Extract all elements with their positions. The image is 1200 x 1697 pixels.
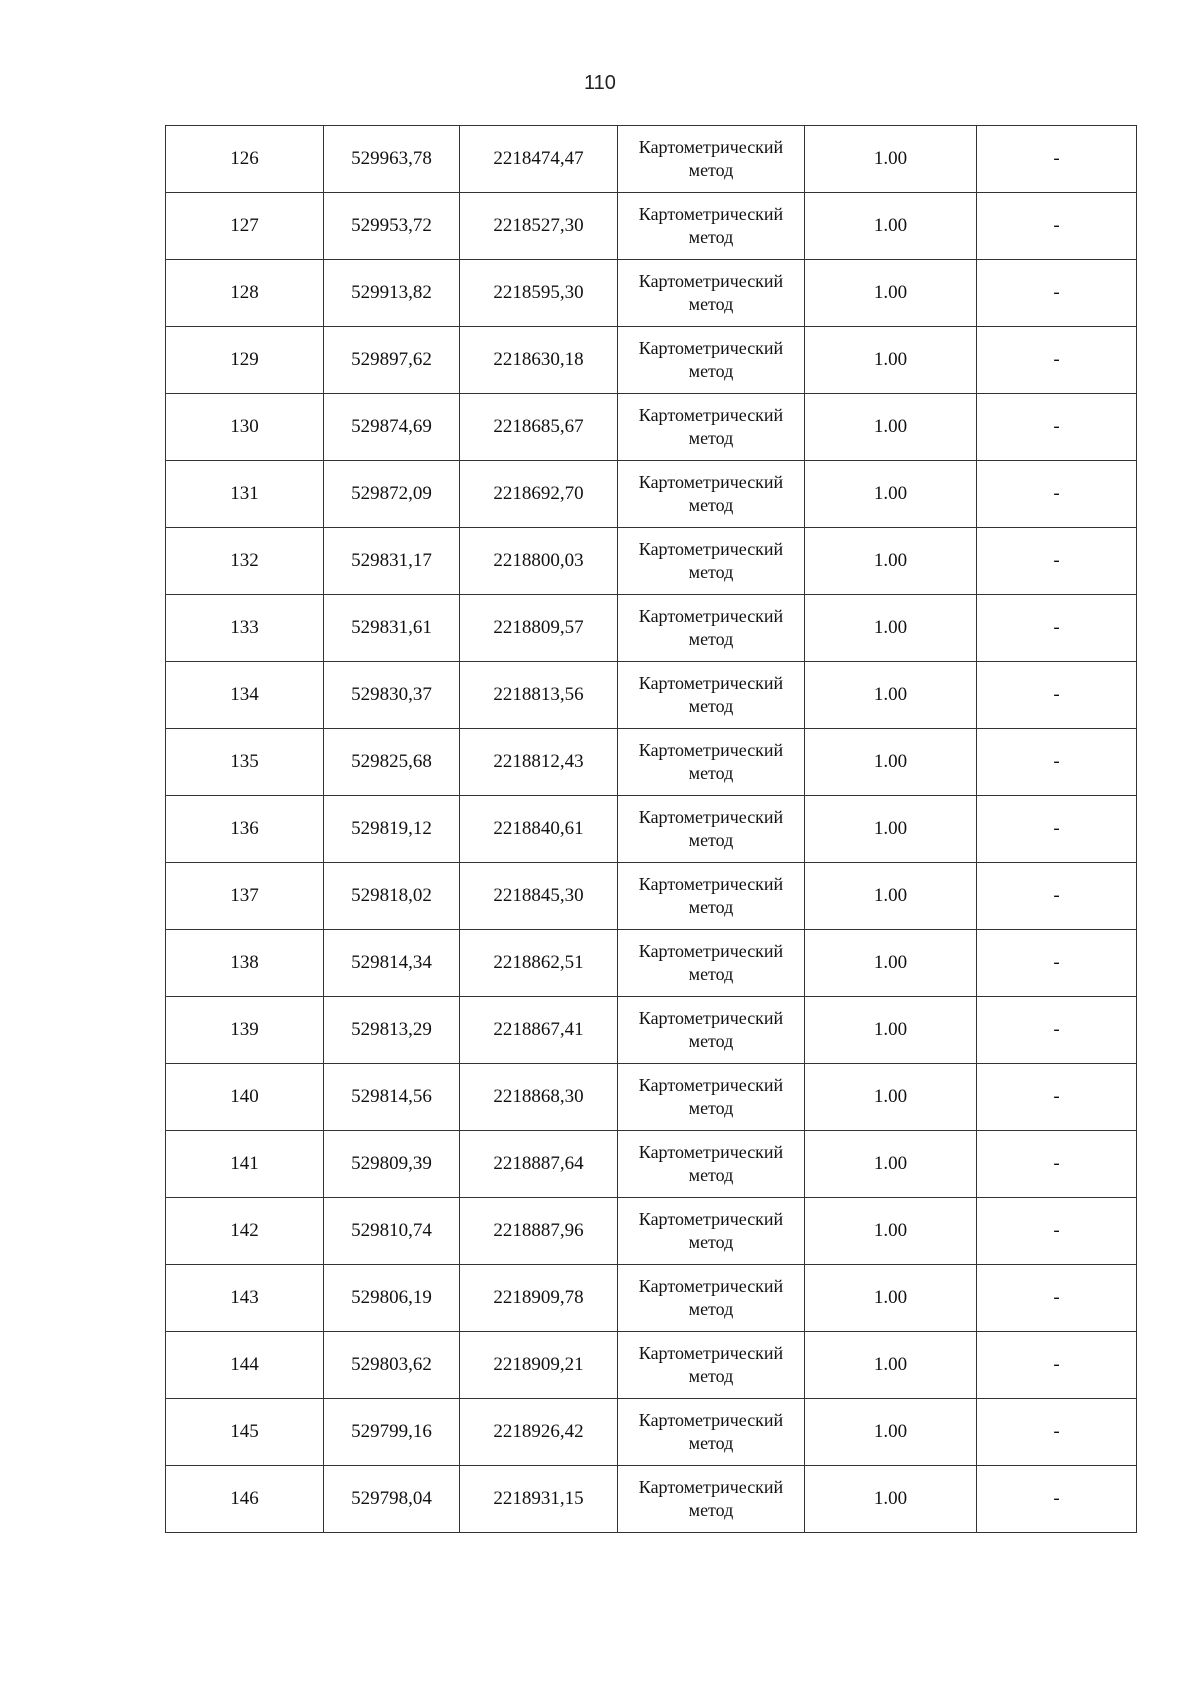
x-coordinate-cell: 529831,17	[324, 528, 460, 595]
note-cell: -	[977, 1198, 1137, 1265]
y-coordinate-cell: 2218595,30	[460, 260, 618, 327]
table-row	[166, 260, 1137, 327]
method-line-2: метод	[688, 1366, 734, 1386]
accuracy-cell: 1.00	[805, 528, 977, 595]
y-coordinate-cell: 2218840,61	[460, 796, 618, 863]
point-number-cell: 135	[166, 729, 324, 796]
coordinates-table	[165, 125, 1137, 1533]
x-coordinate-cell: 529813,29	[324, 997, 460, 1064]
x-coordinate-cell: 529897,62	[324, 327, 460, 394]
method-line-2: метод	[688, 361, 734, 381]
method-line-1: Картометрический	[638, 137, 784, 157]
table-row	[166, 729, 1137, 796]
note-cell: -	[977, 461, 1137, 528]
method-line-2: метод	[688, 1500, 734, 1520]
method-cell	[618, 997, 805, 1064]
y-coordinate-cell: 2218527,30	[460, 193, 618, 260]
method-cell	[618, 394, 805, 461]
method-line-1: Картометрический	[638, 472, 784, 492]
note-cell: -	[977, 327, 1137, 394]
x-coordinate-cell: 529874,69	[324, 394, 460, 461]
note-cell: -	[977, 260, 1137, 327]
point-number-cell: 139	[166, 997, 324, 1064]
x-coordinate-cell: 529806,19	[324, 1265, 460, 1332]
x-coordinate-cell: 529830,37	[324, 662, 460, 729]
note-cell: -	[977, 1399, 1137, 1466]
method-cell	[618, 461, 805, 528]
y-coordinate-cell: 2218685,67	[460, 394, 618, 461]
x-coordinate-cell: 529799,16	[324, 1399, 460, 1466]
y-coordinate-cell: 2218800,03	[460, 528, 618, 595]
table-row	[166, 1332, 1137, 1399]
point-number-cell: 143	[166, 1265, 324, 1332]
method-line-2: метод	[688, 964, 734, 984]
x-coordinate-cell: 529963,78	[324, 126, 460, 193]
x-coordinate-cell: 529825,68	[324, 729, 460, 796]
point-number-cell: 137	[166, 863, 324, 930]
point-number-cell: 130	[166, 394, 324, 461]
table-row	[166, 1265, 1137, 1332]
accuracy-cell: 1.00	[805, 1466, 977, 1533]
table-row	[166, 930, 1137, 997]
y-coordinate-cell: 2218868,30	[460, 1064, 618, 1131]
point-number-cell: 129	[166, 327, 324, 394]
note-cell: -	[977, 1064, 1137, 1131]
method-line-2: метод	[688, 629, 734, 649]
method-line-1: Картометрический	[638, 1410, 784, 1430]
x-coordinate-cell: 529810,74	[324, 1198, 460, 1265]
method-line-1: Картометрический	[638, 606, 784, 626]
x-coordinate-cell: 529814,34	[324, 930, 460, 997]
method-line-2: метод	[688, 495, 734, 515]
x-coordinate-cell: 529913,82	[324, 260, 460, 327]
accuracy-cell: 1.00	[805, 1131, 977, 1198]
method-line-2: метод	[688, 160, 734, 180]
method-line-1: Картометрический	[638, 874, 784, 894]
table-row	[166, 193, 1137, 260]
note-cell: -	[977, 126, 1137, 193]
note-cell: -	[977, 930, 1137, 997]
y-coordinate-cell: 2218630,18	[460, 327, 618, 394]
table-row	[166, 1131, 1137, 1198]
method-line-1: Картометрический	[638, 1142, 784, 1162]
table-row	[166, 796, 1137, 863]
method-line-2: метод	[688, 1165, 734, 1185]
accuracy-cell: 1.00	[805, 260, 977, 327]
point-number-cell: 142	[166, 1198, 324, 1265]
method-line-1: Картометрический	[638, 1209, 784, 1229]
accuracy-cell: 1.00	[805, 1265, 977, 1332]
table-row	[166, 595, 1137, 662]
y-coordinate-cell: 2218813,56	[460, 662, 618, 729]
x-coordinate-cell: 529831,61	[324, 595, 460, 662]
y-coordinate-cell: 2218887,64	[460, 1131, 618, 1198]
x-coordinate-cell: 529809,39	[324, 1131, 460, 1198]
x-coordinate-cell: 529803,62	[324, 1332, 460, 1399]
method-cell	[618, 863, 805, 930]
method-cell	[618, 595, 805, 662]
point-number-cell: 128	[166, 260, 324, 327]
x-coordinate-cell: 529819,12	[324, 796, 460, 863]
point-number-cell: 133	[166, 595, 324, 662]
accuracy-cell: 1.00	[805, 729, 977, 796]
accuracy-cell: 1.00	[805, 193, 977, 260]
point-number-cell: 144	[166, 1332, 324, 1399]
note-cell: -	[977, 1265, 1137, 1332]
accuracy-cell: 1.00	[805, 595, 977, 662]
x-coordinate-cell: 529814,56	[324, 1064, 460, 1131]
method-line-2: метод	[688, 897, 734, 917]
method-line-2: метод	[688, 1098, 734, 1118]
method-cell	[618, 260, 805, 327]
method-line-1: Картометрический	[638, 1477, 784, 1497]
point-number-cell: 136	[166, 796, 324, 863]
y-coordinate-cell: 2218474,47	[460, 126, 618, 193]
x-coordinate-cell: 529872,09	[324, 461, 460, 528]
note-cell: -	[977, 1466, 1137, 1533]
method-cell	[618, 1466, 805, 1533]
method-line-2: метод	[688, 1433, 734, 1453]
method-line-1: Картометрический	[638, 204, 784, 224]
accuracy-cell: 1.00	[805, 796, 977, 863]
y-coordinate-cell: 2218909,21	[460, 1332, 618, 1399]
y-coordinate-cell: 2218926,42	[460, 1399, 618, 1466]
method-line-1: Картометрический	[638, 673, 784, 693]
point-number-cell: 145	[166, 1399, 324, 1466]
table-row	[166, 997, 1137, 1064]
method-cell	[618, 193, 805, 260]
y-coordinate-cell: 2218887,96	[460, 1198, 618, 1265]
accuracy-cell: 1.00	[805, 930, 977, 997]
table-row	[166, 662, 1137, 729]
method-line-2: метод	[688, 1299, 734, 1319]
table-row	[166, 1198, 1137, 1265]
method-line-1: Картометрический	[638, 1075, 784, 1095]
method-cell	[618, 1131, 805, 1198]
point-number-cell: 140	[166, 1064, 324, 1131]
method-cell	[618, 1064, 805, 1131]
accuracy-cell: 1.00	[805, 1332, 977, 1399]
method-line-1: Картометрический	[638, 740, 784, 760]
method-cell	[618, 528, 805, 595]
y-coordinate-cell: 2218931,15	[460, 1466, 618, 1533]
table-row	[166, 1064, 1137, 1131]
table-row	[166, 1466, 1137, 1533]
y-coordinate-cell: 2218862,51	[460, 930, 618, 997]
coordinates-table-body	[166, 126, 1137, 1533]
accuracy-cell: 1.00	[805, 1399, 977, 1466]
note-cell: -	[977, 863, 1137, 930]
accuracy-cell: 1.00	[805, 126, 977, 193]
note-cell: -	[977, 662, 1137, 729]
note-cell: -	[977, 729, 1137, 796]
method-cell	[618, 796, 805, 863]
point-number-cell: 146	[166, 1466, 324, 1533]
accuracy-cell: 1.00	[805, 662, 977, 729]
method-cell	[618, 1198, 805, 1265]
point-number-cell: 132	[166, 528, 324, 595]
y-coordinate-cell: 2218812,43	[460, 729, 618, 796]
method-line-2: метод	[688, 1232, 734, 1252]
method-cell	[618, 662, 805, 729]
method-line-1: Картометрический	[638, 1276, 784, 1296]
page-number: 110	[584, 72, 616, 94]
table-row	[166, 126, 1137, 193]
point-number-cell: 141	[166, 1131, 324, 1198]
x-coordinate-cell: 529953,72	[324, 193, 460, 260]
method-line-1: Картометрический	[638, 941, 784, 961]
method-line-1: Картометрический	[638, 539, 784, 559]
method-cell	[618, 1399, 805, 1466]
method-line-2: метод	[688, 830, 734, 850]
method-line-2: метод	[688, 428, 734, 448]
table-row	[166, 528, 1137, 595]
method-line-1: Картометрический	[638, 1008, 784, 1028]
accuracy-cell: 1.00	[805, 1198, 977, 1265]
method-line-2: метод	[688, 227, 734, 247]
method-cell	[618, 729, 805, 796]
method-cell	[618, 327, 805, 394]
table-row	[166, 327, 1137, 394]
x-coordinate-cell: 529818,02	[324, 863, 460, 930]
method-line-1: Картометрический	[638, 807, 784, 827]
table-row	[166, 461, 1137, 528]
y-coordinate-cell: 2218867,41	[460, 997, 618, 1064]
method-line-2: метод	[688, 696, 734, 716]
accuracy-cell: 1.00	[805, 461, 977, 528]
method-line-1: Картометрический	[638, 405, 784, 425]
point-number-cell: 138	[166, 930, 324, 997]
note-cell: -	[977, 997, 1137, 1064]
note-cell: -	[977, 595, 1137, 662]
accuracy-cell: 1.00	[805, 1064, 977, 1131]
method-cell	[618, 1332, 805, 1399]
accuracy-cell: 1.00	[805, 863, 977, 930]
note-cell: -	[977, 1332, 1137, 1399]
note-cell: -	[977, 1131, 1137, 1198]
method-line-1: Картометрический	[638, 338, 784, 358]
method-line-2: метод	[688, 562, 734, 582]
point-number-cell: 126	[166, 126, 324, 193]
method-line-2: метод	[688, 1031, 734, 1051]
method-line-2: метод	[688, 294, 734, 314]
point-number-cell: 127	[166, 193, 324, 260]
accuracy-cell: 1.00	[805, 997, 977, 1064]
note-cell: -	[977, 394, 1137, 461]
note-cell: -	[977, 193, 1137, 260]
method-cell	[618, 930, 805, 997]
method-cell	[618, 1265, 805, 1332]
table-row	[166, 863, 1137, 930]
method-line-2: метод	[688, 763, 734, 783]
y-coordinate-cell: 2218845,30	[460, 863, 618, 930]
y-coordinate-cell: 2218909,78	[460, 1265, 618, 1332]
point-number-cell: 134	[166, 662, 324, 729]
point-number-cell: 131	[166, 461, 324, 528]
note-cell: -	[977, 528, 1137, 595]
accuracy-cell: 1.00	[805, 327, 977, 394]
method-line-1: Картометрический	[638, 271, 784, 291]
y-coordinate-cell: 2218692,70	[460, 461, 618, 528]
x-coordinate-cell: 529798,04	[324, 1466, 460, 1533]
note-cell: -	[977, 796, 1137, 863]
accuracy-cell: 1.00	[805, 394, 977, 461]
method-cell	[618, 126, 805, 193]
method-line-1: Картометрический	[638, 1343, 784, 1363]
table-row	[166, 394, 1137, 461]
y-coordinate-cell: 2218809,57	[460, 595, 618, 662]
table-row	[166, 1399, 1137, 1466]
